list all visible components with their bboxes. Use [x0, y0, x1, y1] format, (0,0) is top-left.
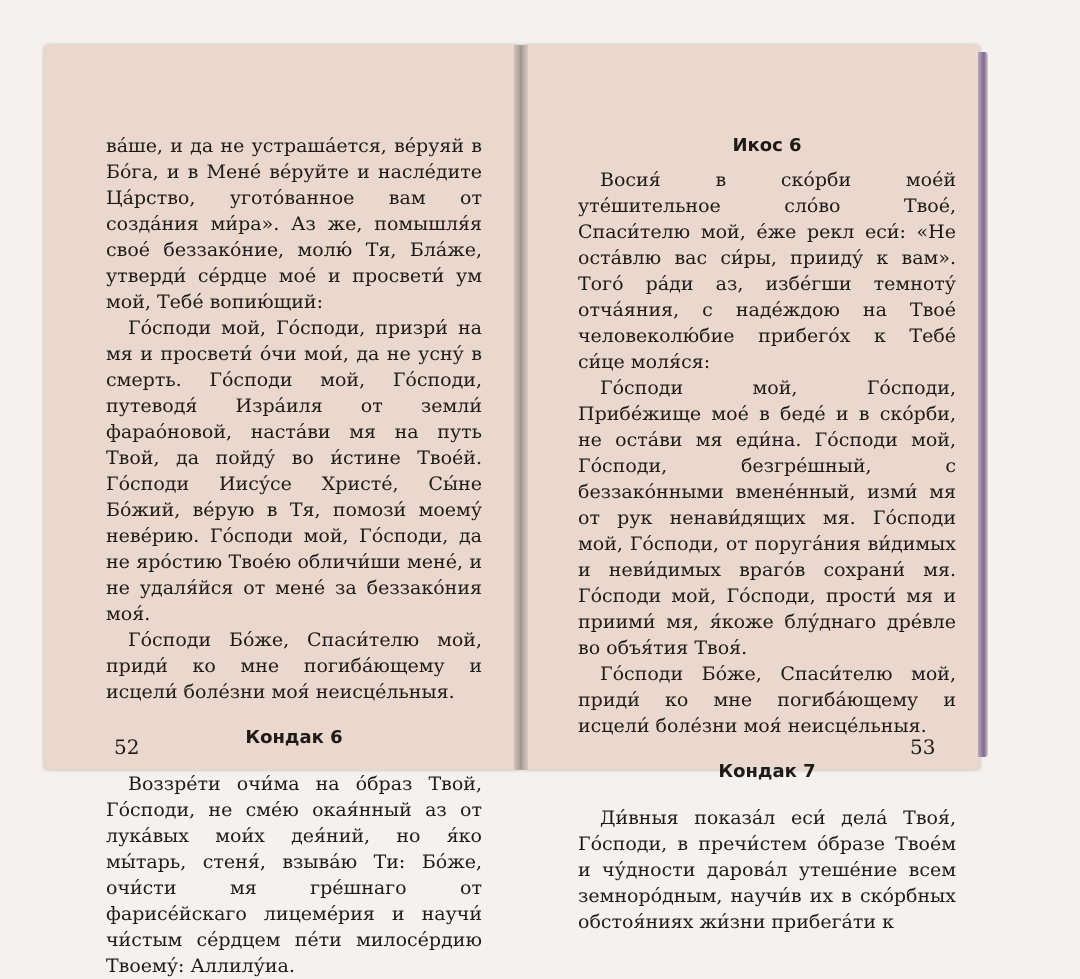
right-paragraph-2: Го́споди мой, Го́споди, Прибе́жище мое́ в беде́ и в ско́рби, не оста́ви мя еди́на. Го́споди мой, Го́споди, безгре́шный, с беззако́нными вмене́нный, изми́ мя от рук ненави́дящих мя. Го́споди мой, Го́споди, от поруга́ния ви́димых и неви́димых враго́в сохрани́ мя. Го́споди мой, Го́споди, прости́ мя и приими́ мя, я́коже блу́днаго дре́вле во объя́тия Твоя́.: [578, 377, 956, 659]
left-paragraph-4: Воззре́ти очи́ма на о́браз Твой, Го́споди, не сме́ю окая́нный аз от лука́вых мои́х дея́ний, но я́ко мы́тарь, стеня́, взыва́ю Ти: Бо́же, очи́сти мя гре́шнаго от фарисе́йскаго лицеме́рия и научи́ чи́стым се́рдцем пе́ти милосе́рдию Твоему́: Аллилу́иа.: [106, 773, 482, 977]
left-page: [44, 45, 520, 977]
right-page-text: [578, 133, 956, 935]
right-paragraph-4: Ди́вныя показа́л еси́ дела́ Твоя́, Го́споди, в пречи́стем о́бразе Твое́м и чу́дности дарова́л утеше́ние всем земноро́дным, научи́в их в ско́рбных обстоя́ниях жи́зни прибега́ти к: [578, 807, 956, 933]
kondak-7-heading: Кондак 7: [718, 761, 816, 782]
left-paragraph-2: Го́споди мой, Го́споди, призри́ на мя и просвети́ о́чи мои́, да не усну́ в смерть. Го́споди мой, Го́споди, путеводя́ Изра́иля от земли́ фарао́новой, наста́ви мя на путь Твой, да пойду́ во и́стине Твое́й. Го́споди Иису́се Христе́, Сы́не Бо́жий, ве́рую в Тя, помози́ моему́ неве́рию. Го́споди мой, Го́споди, да не яро́стию Твое́ю обличи́ши мене́, и не удаля́йся от мене́ за беззако́ния моя́.: [106, 317, 482, 625]
kondak-6-heading: Кондак 6: [245, 727, 343, 748]
right-paragraph-3: Го́споди Бо́же, Спаси́телю мой, приди́ ко мне погиба́ющему и исцели́ боле́зни моя́ неисце́льныя.: [578, 663, 956, 737]
left-page-text: [106, 133, 482, 979]
right-page: [522, 45, 980, 933]
left-page-number: 52: [114, 735, 140, 759]
left-paragraph-3: Го́споди Бо́же, Спаси́телю мой, приди́ ко мне погиба́ющему и исцели́ боле́зни моя́ неисце́льныя.: [106, 629, 482, 703]
ikos-6-heading: Икос 6: [732, 135, 802, 156]
left-paragraph-1: ва́ше, и да не устраша́ется, ве́руяй в Бо́га, и в Мене́ ве́руйте и насле́дите Ца́рство, угото́ванное вам от созда́ния ми́ра». Аз же, помышля́я свое́ беззако́ние, молю́ Тя, Бла́же, утверди́ се́рдце мое́ и просвети́ ум мой, Тебе́ вопию́щий:: [106, 135, 482, 313]
book-gutter: [514, 45, 528, 770]
right-page-number: 53: [910, 735, 936, 759]
page-edge: [978, 52, 988, 757]
right-paragraph-1: Восия́ в ско́рби мое́й уте́шительное сло́во Твое́, Спаси́телю мой, е́же рекл еси́: «Не оста́влю вас си́ры, прииду́ к вам». Того́ ра́ди аз, избе́гши темноту́ отча́яния, с наде́ждою на Твое́ человеколю́бие прибего́х к Тебе́ си́це моля́ся:: [578, 169, 956, 373]
